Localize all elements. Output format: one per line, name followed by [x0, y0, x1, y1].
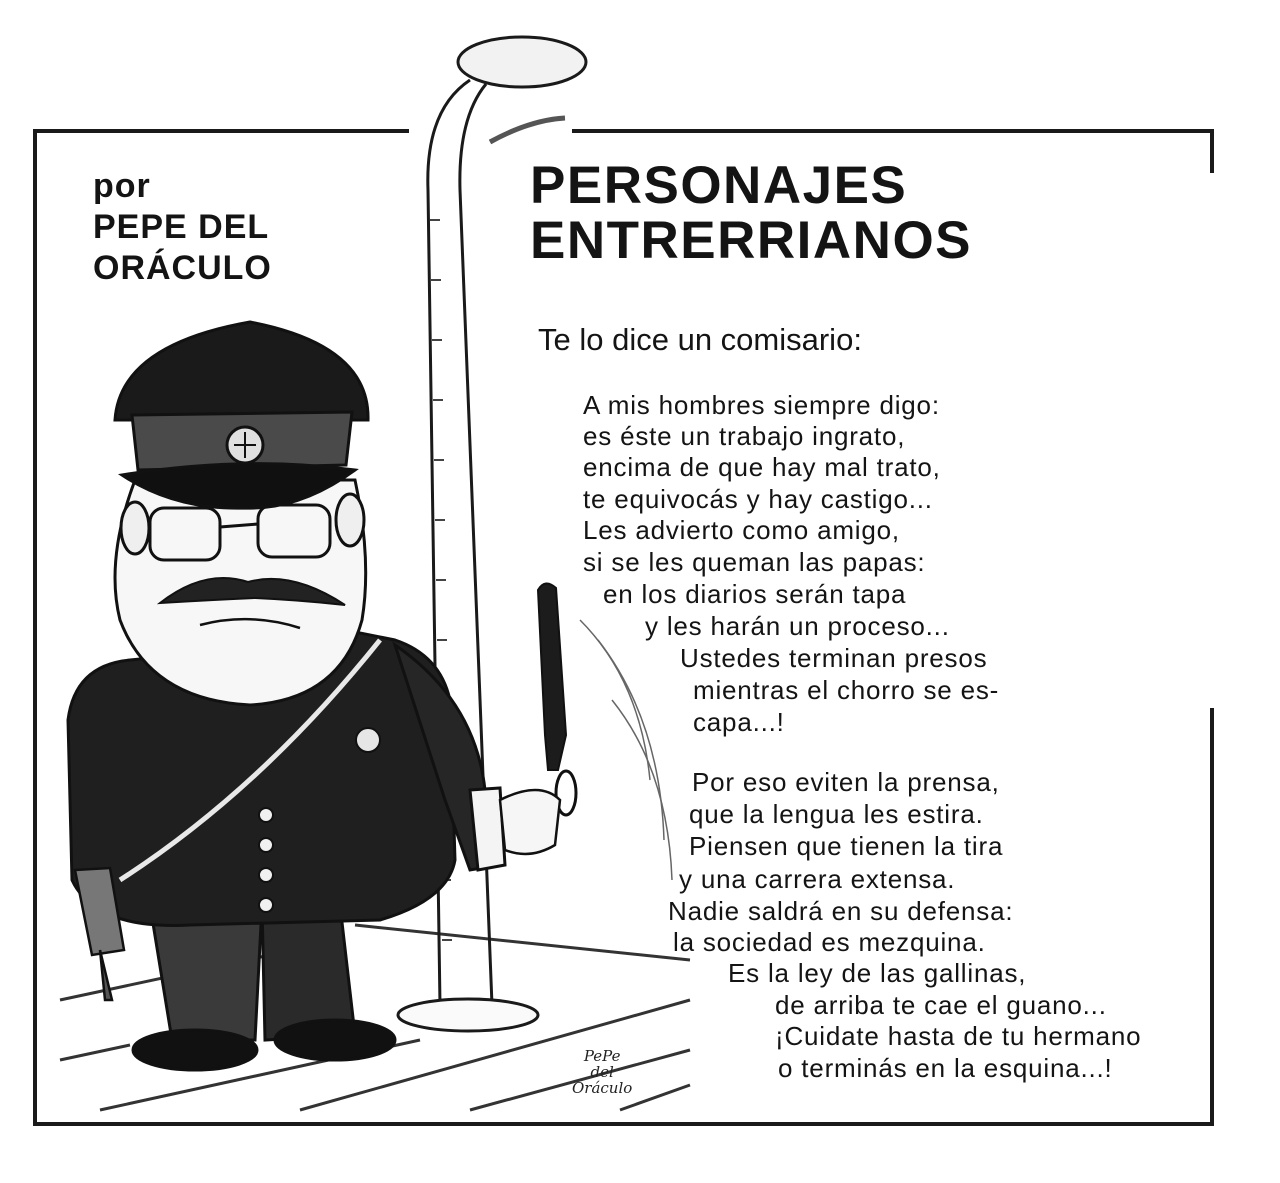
author-line-1: por	[93, 167, 151, 205]
poem-line: ¡Cuidate hasta de tu hermano	[775, 1021, 1142, 1051]
poem-line: Es la ley de las gallinas,	[728, 958, 1027, 988]
hand	[500, 790, 560, 854]
poem-line: y una carrera extensa.	[679, 864, 956, 894]
author-byline	[93, 166, 272, 289]
poem-line: capa...!	[693, 707, 785, 737]
poem-line: mientras el chorro se es-	[693, 675, 1000, 705]
poem-line: la sociedad es mezquina.	[673, 927, 986, 957]
poem-line: en los diarios serán tapa	[603, 579, 907, 609]
poem-line: Nadie saldrá en su defensa:	[668, 896, 1014, 926]
title-line-1: PERSONAJES	[530, 156, 908, 215]
page-title	[530, 158, 972, 268]
poem-line: Ustedes terminan presos	[680, 643, 988, 673]
poem-line: y les harán un proceso...	[645, 611, 950, 641]
artist-signature	[572, 1048, 632, 1096]
signature-line-3: Oráculo	[572, 1079, 633, 1097]
signature-line-2: del	[590, 1063, 614, 1081]
poem-subtitle: Te lo dice un comisario:	[538, 322, 862, 357]
poem-line: que la lengua les estira.	[689, 799, 984, 829]
poem-line: encima de que hay mal trato,	[583, 452, 941, 482]
poem-line: Les advierto como amigo,	[583, 515, 900, 545]
author-line-3: ORÁCULO	[93, 249, 272, 287]
title-line-2: ENTRERRIANOS	[530, 211, 973, 270]
poem-line: de arriba te cae el guano...	[775, 990, 1107, 1020]
poem-line: o terminás en la esquina...!	[778, 1053, 1113, 1083]
poem-line: A mis hombres siempre digo:	[583, 390, 940, 420]
baton	[538, 583, 576, 815]
badge	[356, 728, 380, 752]
poem-line: si se les queman las papas:	[583, 547, 926, 577]
poem-line: es éste un trabajo ingrato,	[583, 421, 906, 451]
police-cap	[115, 322, 368, 508]
poem-line: Por eso eviten la prensa,	[692, 767, 1000, 797]
baton-motion-arcs	[580, 620, 672, 880]
poem-line: Piensen que tienen la tira	[689, 831, 1004, 861]
legs	[133, 905, 395, 1070]
signature-line-1: PePe	[583, 1047, 621, 1065]
poem-line: te equivocás y hay castigo...	[583, 484, 933, 514]
author-line-2: PEPE DEL	[93, 208, 270, 246]
